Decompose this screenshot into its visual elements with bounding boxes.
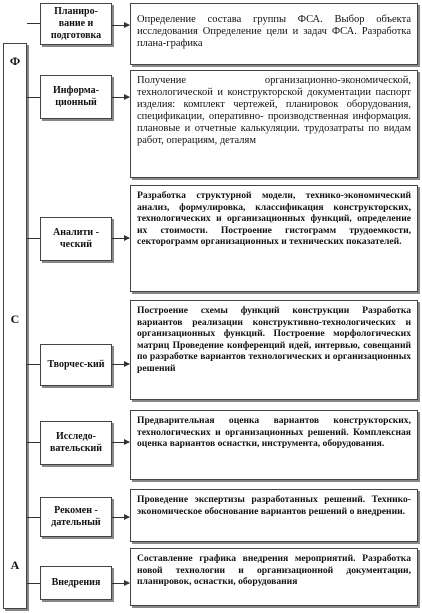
stage-description-research — [130, 410, 418, 480]
stage-label: Информа-ционный — [53, 85, 99, 108]
arrow-right — [112, 364, 129, 365]
arrow-right — [112, 517, 129, 518]
stage-description: Предварительная оценка вариантов конструкторских, технологических и организационных решений. Комплексная оценка вариантов оснастки, инструмента, оборудования. — [137, 415, 411, 449]
stage-creative — [40, 344, 112, 386]
connector-line — [27, 364, 40, 365]
stage-description-creative — [130, 300, 418, 400]
stage-planning — [40, 3, 112, 45]
stage-description: Получение организационно-экономической, технологической и конструкторской документации паспорт изделия: комплект чертежей, планировок оборудования, спецификации, оперативно- производственная информация. плановые и отчетные калькуляции. трудозатраты по видам работ, операциям, деталям — [137, 75, 411, 146]
stage-description-planning — [130, 3, 418, 65]
stage-description: Составление графика внедрения мероприятий. Разработка новой технологии и организационной документации, планировок, оснастки, оборудования — [137, 553, 411, 587]
connector-line — [27, 442, 40, 443]
arrow-right — [112, 97, 129, 98]
stage-research — [40, 421, 112, 465]
stage-label: Аналити - ческий — [53, 227, 99, 250]
arrow-right — [112, 25, 129, 26]
stage-label: Планиро-вание и подготовка — [50, 6, 102, 41]
stage-description: Построение схемы функций конструкции Разработка вариантов реализации конструктивно-технологических и организационных функций. Построение морфологических матриц Проведение конференций идей, интервью, совещаний по разработке вариантов технологических и организационных решений — [137, 305, 411, 374]
connector-line — [27, 238, 40, 239]
stage-analytical — [40, 217, 112, 261]
stage-description: Разработка структурной модели, технико-экономический анализ, формулировка, классификация конструкторских, технологических и организационных функций, определение их стоимости. Построение гистограмм трудоемкости, секторограмм организационных и технических показателей. — [137, 190, 411, 247]
stage-implementation — [40, 566, 112, 600]
connector-line — [27, 583, 40, 584]
stage-recommendation — [40, 497, 112, 537]
stage-label: Рекомен - дательный — [51, 505, 101, 528]
stage-description-implementation — [130, 548, 418, 606]
letter-a: А — [10, 558, 20, 572]
letter-f: Ф — [9, 54, 21, 68]
stage-label: Исследо-вательский — [49, 431, 103, 454]
arrow-right — [112, 238, 129, 239]
connector-line — [27, 97, 40, 98]
fsa-letters-column — [3, 43, 27, 609]
stage-label: Внедрения — [51, 577, 101, 588]
arrow-right — [112, 583, 129, 584]
stage-description: Проведение экспертизы разработанных решений. Технико-экономическое обоснование вариантов решений о внедрении. — [137, 494, 411, 517]
letter-s: С — [10, 312, 20, 326]
stage-information — [40, 75, 112, 119]
stage-description-information — [130, 70, 418, 178]
arrow-right — [112, 442, 129, 443]
stage-description: Определение состава группы ФСА. Выбор объекта исследования Определение цели и задач ФСА. Разработка плана-графика — [137, 14, 411, 49]
stage-description-analytical — [130, 185, 418, 292]
connector-line — [27, 23, 40, 24]
stage-description-recommendation — [130, 489, 418, 542]
stage-label: Творчес-кий — [47, 359, 105, 370]
connector-line — [27, 517, 40, 518]
